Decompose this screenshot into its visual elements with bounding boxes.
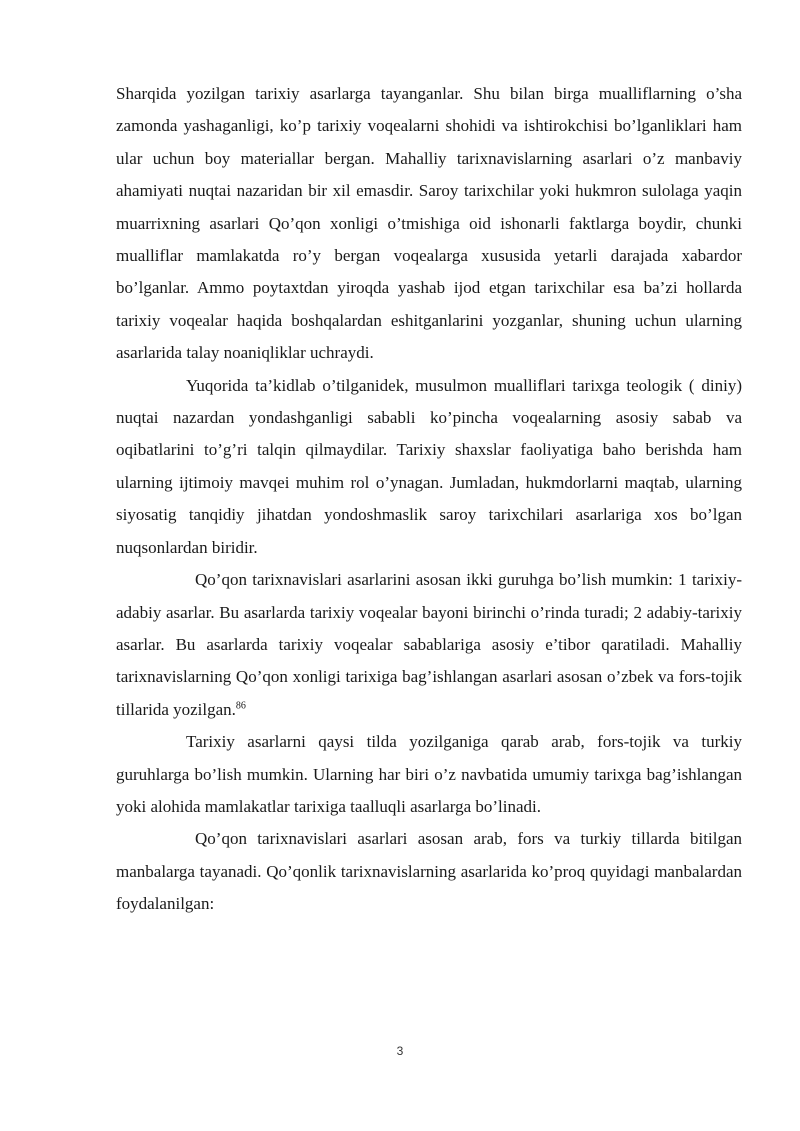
paragraph-3: [116, 564, 742, 726]
paragraph-1: Sharqida yozilgan tarixiy asarlarga tayanganlar. Shu bilan birga mualliflarning o’sha zamonda yashaganligi, ko’p tarixiy voqealarni shohidi va ishtirokchisi bo’lganliklari ham ular uchun boy materiallar bergan. Mahalliy tarixnavislarning asarlari o’z manbaviy ahamiyati nuqtai nazaridan bir xil emasdir. Saroy tarixchilar yoki hukmron sulolaga yaqin muarrixning asarlari Qo’qon xonligi o’tmishiga oid ishonarli faktlarga boydir, chunki mualliflar mamlakatda ro’y bergan voqealarga xususida yetarli darajada xabardor bo’lganlar. Ammo poytaxtdan yiroqda yashab ijod etgan tarixchilar esa ba’zi hollarda tarixiy voqealar haqida boshqalardan eshitganlarini yozganlar, shuning uchun ularning asarlarida talay noaniqliklar uchraydi.: [116, 84, 742, 363]
footnote-ref[interactable]: 86: [235, 700, 246, 712]
paragraph-3-text: Qo’qon tarixnavislari asarlarini asosan ikki guruhga bo’lish mumkin: 1 tarixiy-adabiy asarlar. Bu asarlarda tarixiy voqealar bayoni birinchi o’rinda turadi; 2 adabiy-tarixiy asarlar. Bu asarlarda tarixiy voqealar sabablariga asosiy e’tibor qaratiladi. Mahalliy tarixnavislarning Qo’qon xonligi tarixiga bag’ishlangan asarlari asosan o’zbek va fors-tojik tillarida yozilgan.: [116, 570, 742, 719]
paragraph-2: Yuqorida ta’kidlab o’tilganidek, musulmon mualliflari tarixga teologik ( diniy) nuqtai nazardan yondashganligi sababli ko’pincha voqealarning asosiy sabab va oqibatlarini to’g’ri talqin qilmaydilar. Tarixiy shaxslar faoliyatiga baho berishda ham ularning ijtimoiy mavqei muhim rol o’ynagan. Jumladan, hukmdorlarni maqtab, ularning siyosatig tanqidiy jihatdan yondoshmaslik saroy tarixchilari asarlariga xos bo’lgan nuqsonlardan biridir.: [116, 375, 742, 557]
body-text: [116, 78, 742, 921]
paragraph-5: Qo’qon tarixnavislari asarlari asosan arab, fors va turkiy tillarda bitilgan manbalarga tayanadi. Qo’qonlik tarixnavislarning asarlarida ko’proq quyidagi manbalardan foydalanilgan:: [116, 829, 742, 914]
page-number: 3: [396, 1044, 404, 1058]
paragraph-4: Tarixiy asarlarni qaysi tilda yozilganiga qarab arab, fors-tojik va turkiy guruhlarga bo’lish mumkin. Ularning har biri o’z navbatida umumiy tarixga bag’ishlangan yoki alohida mamlakatlar tarixiga taalluqli asarlarga bo’linadi.: [116, 732, 742, 816]
